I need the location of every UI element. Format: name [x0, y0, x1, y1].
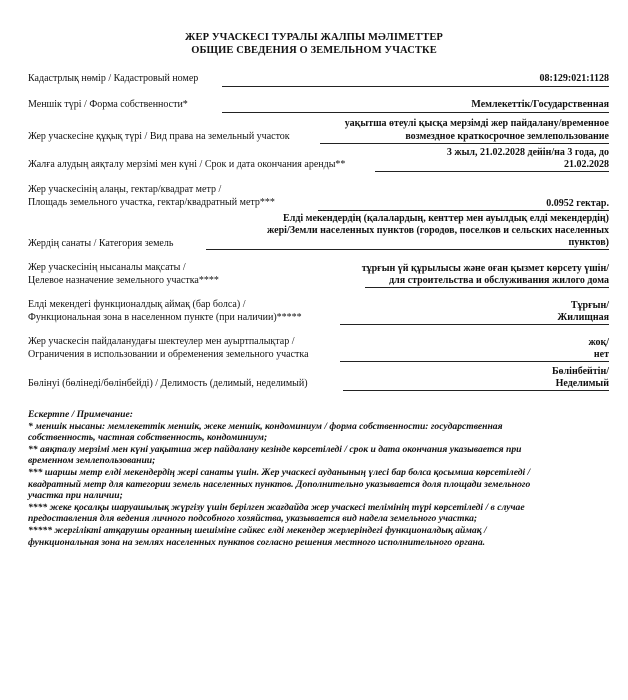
purpose-label-line2: Целевое назначение земельного участка**** — [28, 275, 219, 286]
divisibility-underline — [343, 390, 609, 391]
title-russian: ОБЩИЕ СВЕДЕНИЯ О ЗЕМЕЛЬНОМ УЧАСТКЕ — [191, 45, 437, 56]
note-line: участка при наличии; — [28, 490, 123, 502]
cadastral-label: Кадастрлық нөмір / Кадастровый номер — [28, 73, 199, 84]
ownership-label: Меншік түрі / Форма собственности* — [28, 99, 188, 110]
note-line: функциональная зона на землях населенных пунктов согласно решения местного исполнительного органа. — [28, 536, 486, 548]
note-line: ***** жергілікті атқарушы органның шешіміне сәйкес елді мекендер жерлеріндегі функционалдық аймақ / — [28, 524, 487, 536]
divisibility-value-line2: Неделимый — [555, 378, 609, 389]
category-label: Жердің санаты / Категория земель — [28, 238, 174, 249]
right-value-line1: уақытша өтеулі қысқа мерзімді жер пайдалану/временное — [344, 118, 609, 129]
restrictions-label-line2: Ограничения в использовании и обременения земельного участка — [28, 349, 309, 360]
note-line: временном землепользовании; — [28, 455, 156, 467]
area-label-line1: Жер учаскесінің алаңы, гектар/квадрат метр / — [28, 184, 222, 195]
term-value-line1: 3 жыл, 21.02.2028 дейін/на 3 года, до — [446, 147, 609, 158]
purpose-underline — [365, 287, 609, 288]
restrictions-value-line1: жоқ/ — [588, 337, 609, 348]
right-value-line2: возмездное краткосрочное землепользование — [405, 131, 609, 142]
note-line: * меншік нысаны: мемлекеттік меншік, жеке меншік, кондоминиум / форма собственности: государственная — [28, 420, 503, 432]
note-line: **** жеке қосалқы шаруашылық жүргізу үшін берілген жағдайда жер учаскесі телімінің түрі көрсетіледі / в случае — [28, 501, 525, 513]
cadastral-value: 08:129:021:1128 — [539, 73, 609, 84]
zone-label-line2: Функциональная зона в населенном пункте (при наличии)***** — [28, 312, 302, 323]
title-kazakh: ЖЕР УЧАСКЕСІ ТУРАЛЫ ЖАЛПЫ МӘЛІМЕТТЕР — [185, 32, 443, 43]
restrictions-value-line2: нет — [593, 349, 609, 360]
note-line: *** шаршы метр елді мекендердің жері санаты үшін. Жер учаскесі ауданының үлесі бар болса қосымша көрсетіледі / — [28, 466, 531, 478]
purpose-value-line2: для строительства и обслуживания жилого дома — [389, 275, 609, 286]
note-line: собственность, частная собственность, кондоминиум; — [28, 432, 268, 444]
note-line: квадратный метр для категории земель населенных пунктов. Дополнительно указывается доля площади земельного — [28, 478, 531, 490]
zone-underline — [340, 324, 609, 325]
note-line: предоставления для ведения личного подсобного хозяйства, указывается вид надела земельного участка; — [28, 513, 478, 525]
category-value-line3: пунктов) — [568, 237, 609, 248]
notes-block — [28, 409, 610, 548]
purpose-label-line1: Жер учаскесінің нысаналы мақсаты / — [28, 262, 186, 273]
note-line: ** аяқталу мерзімі мен күні уақытша жер пайдалану кезінде көрсетіледі / срок и дата окончания указывается при — [28, 443, 522, 455]
purpose-value-line1: тұрғын үй құрылысы және оған қызмет көрсету үшін/ — [361, 263, 609, 274]
category-value-line2: жері/Земли населенных пунктов (городов, поселков и сельских населенных — [267, 225, 609, 236]
cadastral-underline — [222, 86, 609, 87]
ownership-underline — [222, 112, 609, 113]
term-value-line2: 21.02.2028 — [564, 159, 609, 170]
term-underline — [375, 171, 609, 172]
right-underline — [320, 143, 609, 144]
zone-value-line1: Тұрғын/ — [570, 300, 609, 311]
category-underline — [206, 249, 609, 250]
zone-value-line2: Жилищная — [557, 312, 609, 323]
divisibility-label: Бөлінуі (бөлінеді/бөлінбейді) / Делимость (делимый, неделимый) — [28, 378, 308, 389]
ownership-value: Мемлекеттік/Государственная — [471, 99, 609, 110]
notes-heading: Ескертпе / Примечание: — [28, 409, 133, 420]
restrictions-underline — [340, 361, 609, 362]
divisibility-value-line1: Бөлінбейтін/ — [551, 366, 609, 377]
area-value: 0.0952 гектар. — [546, 198, 609, 209]
zone-label-line1: Елді мекендегі функционалдық аймақ (бар болса) / — [28, 299, 246, 310]
area-label-line2: Площадь земельного участка, гектар/квадратный метр*** — [28, 197, 275, 208]
right-label: Жер учаскесіне құқық түрі / Вид права на земельный участок — [28, 131, 290, 142]
term-label: Жалға алудың аяқталу мерзімі мен күні / Срок и дата окончания аренды** — [28, 159, 346, 170]
category-value-line1: Елді мекендердің (қалалардың, кенттер мен ауылдық елді мекендердің) — [283, 213, 609, 224]
area-underline — [318, 210, 609, 211]
restrictions-label-line1: Жер учаскесін пайдаланудағы шектеулер мен ауыртпалықтар / — [28, 336, 295, 347]
